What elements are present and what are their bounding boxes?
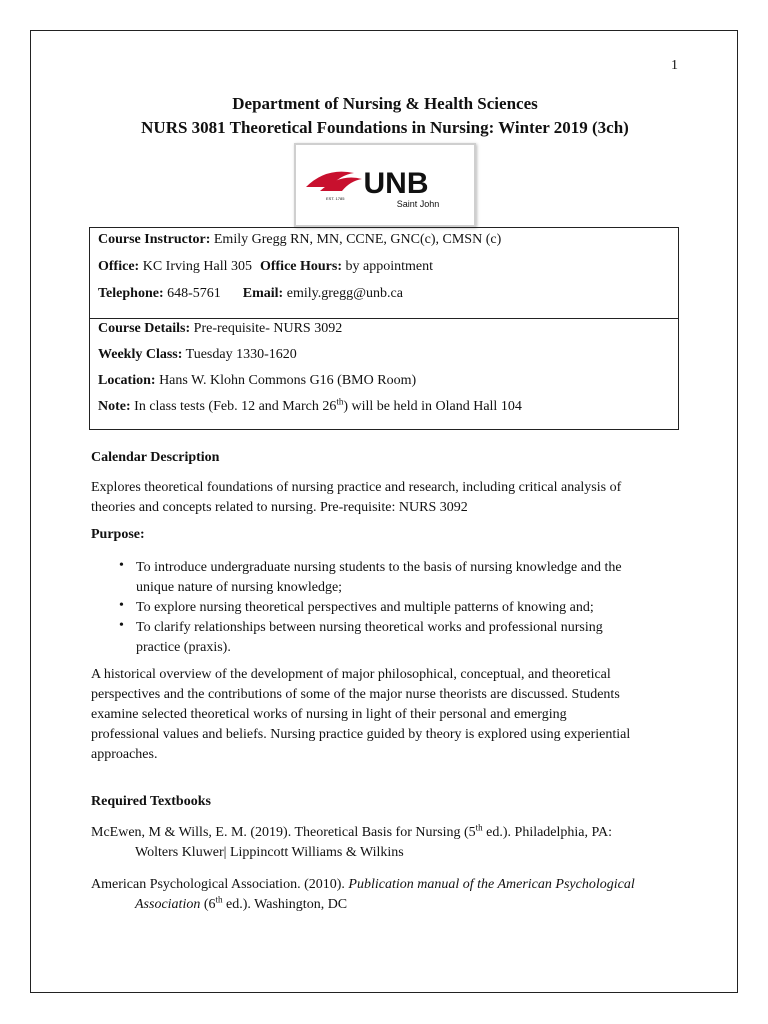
note-label: Note: (98, 399, 131, 414)
telephone-value: 648-5761 (163, 286, 221, 301)
ref1-text-a: McEwen, M & Wills, E. M. (2019). Theoretical Basis for Nursing (5 (91, 825, 476, 840)
bullet-3-line-2: practice (praxis). (136, 640, 231, 655)
note-row (98, 396, 522, 415)
bullet-3-line-1: To clarify relationships between nursing theoretical works and professional nursing (136, 620, 603, 635)
instructor-row (98, 232, 501, 248)
unb-logo-graphic (296, 145, 470, 221)
email-value: emily.gregg@unb.ca (283, 286, 403, 301)
overview-paragraph (91, 665, 691, 765)
instructor-label: Course Instructor: (98, 232, 211, 247)
office-label: Office: (98, 259, 140, 274)
note-text-b: ) will be held in Oland Hall 104 (343, 399, 522, 414)
course-details-label: Course Details: (98, 321, 191, 336)
weekly-class-label: Weekly Class: (98, 347, 183, 362)
location-value: Hans W. Klohn Commons G16 (BMO Room) (155, 373, 417, 388)
course-details-value: Pre-requisite- NURS 3092 (190, 321, 343, 336)
weekly-class-value: Tuesday 1330-1620 (182, 347, 297, 362)
calendar-description (91, 478, 691, 518)
overview-line: perspectives and the contributions of some of the major nurse theorists are discussed. Students (91, 687, 620, 702)
purpose-heading: Purpose: (91, 527, 145, 542)
calendar-line-1: Explores theoretical foundations of nursing practice and research, including critical analysis of (91, 480, 622, 495)
calendar-heading: Calendar Description (91, 450, 220, 465)
location-row (98, 373, 416, 389)
ref2-text-a: American Psychological Association. (2010). (91, 877, 349, 892)
ref1-text-b: ed.). Philadelphia, PA: (482, 825, 613, 840)
instructor-info-box (89, 227, 679, 319)
logo-subtext: Saint John (396, 199, 440, 209)
ref2-text-c: ed.). Washington, DC (222, 897, 348, 912)
ref2-superscript: th (215, 894, 223, 905)
overview-line: professional values and beliefs. Nursing practice guided by theory is explored using experiential (91, 727, 631, 742)
bullet-2-line-1: To explore nursing theoretical perspectives and multiple patterns of knowing and; (136, 600, 594, 615)
email-label: Email: (242, 286, 284, 301)
document-page (30, 30, 738, 993)
bullet-1-line-2: unique nature of nursing knowledge; (136, 580, 343, 595)
note-superscript: th (336, 396, 344, 407)
overview-line: approaches. (91, 747, 158, 762)
purpose-bullet-2 (136, 598, 676, 618)
bullet-icon: • (119, 598, 124, 613)
textbook-reference-1 (91, 823, 711, 863)
purpose-bullet-3 (136, 618, 676, 658)
course-title: NURS 3081 Theoretical Foundations in Nursing: Winter 2019 (3ch) (141, 118, 629, 137)
telephone-label: Telephone: (98, 286, 164, 301)
overview-line: A historical overview of the development of major philosophical, conceptual, and theoretical (91, 667, 611, 682)
location-label: Location: (98, 373, 156, 388)
office-hours-value: by appointment (342, 259, 433, 274)
unb-logo (294, 143, 476, 227)
course-details-row (98, 321, 342, 337)
bullet-icon: • (119, 558, 124, 573)
logo-est: EST. 1785 (326, 196, 345, 201)
weekly-class-row (98, 347, 297, 363)
contact-row (98, 286, 403, 302)
bullet-icon: • (119, 618, 124, 633)
ref1-line-2: Wolters Kluwer| Lippincott Williams & Wilkins (135, 845, 404, 860)
department-title: Department of Nursing & Health Sciences (232, 94, 538, 113)
office-row (98, 259, 433, 275)
textbook-reference-2 (91, 875, 711, 915)
ref2-italic-title: Publication manual of the American Psychological (348, 877, 635, 892)
course-details-box (89, 318, 679, 430)
calendar-line-2: theories and concepts related to nursing. Pre-requisite: NURS 3092 (91, 500, 468, 515)
note-text-a: In class tests (Feb. 12 and March 26 (130, 399, 337, 414)
ref2-italic-title-2: Association (135, 897, 201, 912)
purpose-bullet-1 (136, 558, 676, 598)
office-hours-label: Office Hours: (259, 259, 342, 274)
ref2-text-b: (6 (200, 897, 216, 912)
overview-line: examine selected theoretical works of nursing in light of their personal and emerging (91, 707, 567, 722)
logo-text: UNB (363, 167, 429, 200)
textbooks-heading: Required Textbooks (91, 794, 211, 809)
bullet-1-line-1: To introduce undergraduate nursing students to the basis of nursing knowledge and the (136, 560, 622, 575)
page-number: 1 (671, 58, 678, 73)
instructor-value: Emily Gregg RN, MN, CCNE, GNC(c), CMSN (c) (210, 232, 502, 247)
ref1-superscript: th (475, 822, 483, 833)
office-value: KC Irving Hall 305 (139, 259, 252, 274)
